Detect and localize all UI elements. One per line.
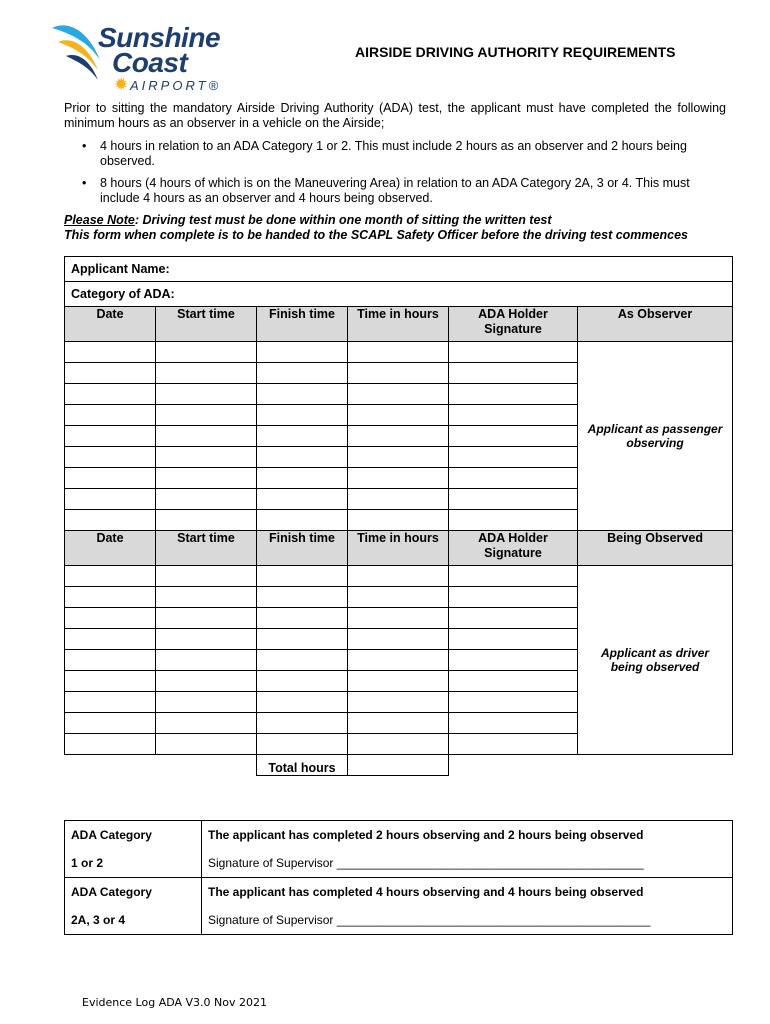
header-date: Date <box>65 531 156 566</box>
finish-time-cell[interactable] <box>257 384 348 405</box>
total-hours-label: Total hours <box>257 755 348 776</box>
time-in-hours-cell[interactable] <box>348 447 449 468</box>
applicant-name-field[interactable]: Applicant Name: <box>65 257 733 282</box>
note-label: Please Note <box>64 213 135 227</box>
intro-paragraph: Prior to sitting the mandatory Airside Driving Authority (ADA) test, the applicant must have completed the following minimum hours as an observer in a vehicle on the Airside; <box>64 101 726 130</box>
requirement-text-1: 4 hours in relation to an ADA Category 1 or 2. This must include 2 hours as an observer and 2 hours being observed. <box>100 139 687 168</box>
time-in-hours-cell[interactable] <box>348 713 449 734</box>
start-time-cell[interactable] <box>156 510 257 531</box>
finish-time-cell[interactable] <box>257 405 348 426</box>
date-cell[interactable] <box>65 426 156 447</box>
time-in-hours-cell[interactable] <box>348 426 449 447</box>
date-cell[interactable] <box>65 447 156 468</box>
start-time-cell[interactable] <box>156 692 257 713</box>
document-footer: Evidence Log ADA V3.0 Nov 2021 <box>82 996 267 1009</box>
logo-text-sunshine: Sunshine <box>98 22 221 53</box>
signature-cell[interactable] <box>449 587 578 608</box>
start-time-cell[interactable] <box>156 384 257 405</box>
time-in-hours-cell[interactable] <box>348 692 449 713</box>
date-cell[interactable] <box>65 566 156 587</box>
finish-time-cell[interactable] <box>257 650 348 671</box>
start-time-cell[interactable] <box>156 489 257 510</box>
please-note <box>64 213 754 243</box>
finish-time-cell[interactable] <box>257 587 348 608</box>
ada-category-value-1: 1 or 2 <box>65 849 202 878</box>
completion-statement-1: The applicant has completed 2 hours observing and 2 hours being observed <box>202 821 733 850</box>
date-cell[interactable] <box>65 629 156 650</box>
header-finish-time: Finish time <box>257 531 348 566</box>
header-time-in-hours: Time in hours <box>348 531 449 566</box>
table-row <box>65 566 733 587</box>
observer-header-row <box>65 307 733 342</box>
signoff-row-1-header <box>65 821 733 850</box>
date-cell[interactable] <box>65 342 156 363</box>
header-finish-time: Finish time <box>257 307 348 342</box>
requirement-text-2: 8 hours (4 hours of which is on the Maneuvering Area) in relation to an ADA Category 2A, 3 or 4. This must include 4 hours as an observer and 4 hours being observed. <box>100 176 690 205</box>
date-cell[interactable] <box>65 734 156 755</box>
finish-time-cell[interactable] <box>257 734 348 755</box>
time-in-hours-cell[interactable] <box>348 405 449 426</box>
signature-cell[interactable] <box>449 713 578 734</box>
signature-cell[interactable] <box>449 608 578 629</box>
table-row <box>65 342 733 363</box>
finish-time-cell[interactable] <box>257 713 348 734</box>
start-time-cell[interactable] <box>156 629 257 650</box>
finish-time-cell[interactable] <box>257 566 348 587</box>
finish-time-cell[interactable] <box>257 426 348 447</box>
start-time-cell[interactable] <box>156 426 257 447</box>
signature-cell[interactable] <box>449 405 578 426</box>
finish-time-cell[interactable] <box>257 608 348 629</box>
observed-header-row <box>65 531 733 566</box>
date-cell[interactable] <box>65 692 156 713</box>
time-in-hours-cell[interactable] <box>348 650 449 671</box>
total-hours-row <box>65 755 733 776</box>
header-as-observer: As Observer <box>578 307 733 342</box>
header-start-time: Start time <box>156 531 257 566</box>
page-title: AIRSIDE DRIVING AUTHORITY REQUIREMENTS <box>355 44 676 60</box>
requirement-bullet-1 <box>82 139 728 169</box>
supervisor-signoff-table <box>64 820 733 935</box>
finish-time-cell[interactable] <box>257 447 348 468</box>
total-hours-field[interactable] <box>348 755 449 776</box>
observer-side-note: Applicant as passenger observing <box>578 342 733 531</box>
signature-cell[interactable] <box>449 426 578 447</box>
date-cell[interactable] <box>65 363 156 384</box>
signoff-row-1-signature <box>65 849 733 878</box>
signature-cell[interactable] <box>449 692 578 713</box>
signature-cell[interactable] <box>449 384 578 405</box>
time-in-hours-cell[interactable] <box>348 629 449 650</box>
date-cell[interactable] <box>65 489 156 510</box>
observed-side-note: Applicant as driver being observed <box>578 566 733 755</box>
time-in-hours-cell[interactable] <box>348 608 449 629</box>
start-time-cell[interactable] <box>156 671 257 692</box>
requirement-bullet-2 <box>82 176 728 206</box>
applicant-name-row <box>65 257 733 282</box>
logo-text-coast: Coast <box>112 47 188 78</box>
time-in-hours-cell[interactable] <box>348 384 449 405</box>
signature-cell[interactable] <box>449 342 578 363</box>
bullet-icon: • <box>82 176 87 190</box>
date-cell[interactable] <box>65 510 156 531</box>
date-cell[interactable] <box>65 650 156 671</box>
finish-time-cell[interactable] <box>257 692 348 713</box>
time-in-hours-cell[interactable] <box>348 468 449 489</box>
category-of-ada-field[interactable]: Category of ADA: <box>65 282 733 307</box>
signature-cell[interactable] <box>449 468 578 489</box>
signature-cell[interactable] <box>449 671 578 692</box>
start-time-cell[interactable] <box>156 734 257 755</box>
logo-text-airport: AIRPORT® <box>130 78 222 93</box>
start-time-cell[interactable] <box>156 447 257 468</box>
header-date: Date <box>65 307 156 342</box>
start-time-cell[interactable] <box>156 405 257 426</box>
date-cell[interactable] <box>65 671 156 692</box>
observer-rows <box>65 342 733 531</box>
date-cell[interactable] <box>65 587 156 608</box>
time-in-hours-cell[interactable] <box>348 489 449 510</box>
finish-time-cell[interactable] <box>257 510 348 531</box>
signature-cell[interactable] <box>449 650 578 671</box>
header-time-in-hours: Time in hours <box>348 307 449 342</box>
signature-cell[interactable] <box>449 447 578 468</box>
header-being-observed: Being Observed <box>578 531 733 566</box>
note-line-1: : Driving test must be done within one month of sitting the written test <box>134 213 552 227</box>
start-time-cell[interactable] <box>156 363 257 384</box>
signature-cell[interactable] <box>449 629 578 650</box>
category-row <box>65 282 733 307</box>
start-time-cell[interactable] <box>156 587 257 608</box>
observed-rows <box>65 566 733 755</box>
finish-time-cell[interactable] <box>257 342 348 363</box>
date-cell[interactable] <box>65 405 156 426</box>
supervisor-signature-field-1[interactable]: Signature of Supervisor ______________________________________________ <box>202 849 733 878</box>
signature-cell[interactable] <box>449 510 578 531</box>
completion-statement-2: The applicant has completed 4 hours observing and 4 hours being observed <box>202 878 733 907</box>
start-time-cell[interactable] <box>156 342 257 363</box>
time-in-hours-cell[interactable] <box>348 587 449 608</box>
ada-category-label-1: ADA Category <box>65 821 202 850</box>
start-time-cell[interactable] <box>156 468 257 489</box>
header-start-time: Start time <box>156 307 257 342</box>
time-in-hours-cell[interactable] <box>348 342 449 363</box>
time-in-hours-cell[interactable] <box>348 363 449 384</box>
header-ada-holder-signature: ADA Holder Signature <box>449 307 578 342</box>
bullet-icon: • <box>82 139 87 153</box>
date-cell[interactable] <box>65 608 156 629</box>
date-cell[interactable] <box>65 468 156 489</box>
start-time-cell[interactable] <box>156 566 257 587</box>
ada-category-label-2: ADA Category <box>65 878 202 907</box>
signature-cell[interactable] <box>449 489 578 510</box>
header-ada-holder-signature: ADA Holder Signature <box>449 531 578 566</box>
signature-cell[interactable] <box>449 734 578 755</box>
start-time-cell[interactable] <box>156 608 257 629</box>
signature-cell[interactable] <box>449 363 578 384</box>
airport-logo <box>48 20 248 100</box>
finish-time-cell[interactable] <box>257 363 348 384</box>
ada-category-value-2: 2A, 3 or 4 <box>65 906 202 935</box>
time-in-hours-cell[interactable] <box>348 510 449 531</box>
finish-time-cell[interactable] <box>257 671 348 692</box>
finish-time-cell[interactable] <box>257 629 348 650</box>
start-time-cell[interactable] <box>156 713 257 734</box>
finish-time-cell[interactable] <box>257 468 348 489</box>
time-in-hours-cell[interactable] <box>348 671 449 692</box>
date-cell[interactable] <box>65 713 156 734</box>
signature-cell[interactable] <box>449 566 578 587</box>
supervisor-signature-field-2[interactable]: Signature of Supervisor _______________________________________________ <box>202 906 733 935</box>
signoff-row-2-header <box>65 878 733 907</box>
note-line-2: This form when complete is to be handed to the SCAPL Safety Officer before the driving test commences <box>64 228 688 242</box>
time-in-hours-cell[interactable] <box>348 734 449 755</box>
evidence-log-table <box>64 256 733 776</box>
sun-icon: ✹ <box>114 75 129 94</box>
signoff-row-2-signature <box>65 906 733 935</box>
time-in-hours-cell[interactable] <box>348 566 449 587</box>
start-time-cell[interactable] <box>156 650 257 671</box>
finish-time-cell[interactable] <box>257 489 348 510</box>
date-cell[interactable] <box>65 384 156 405</box>
